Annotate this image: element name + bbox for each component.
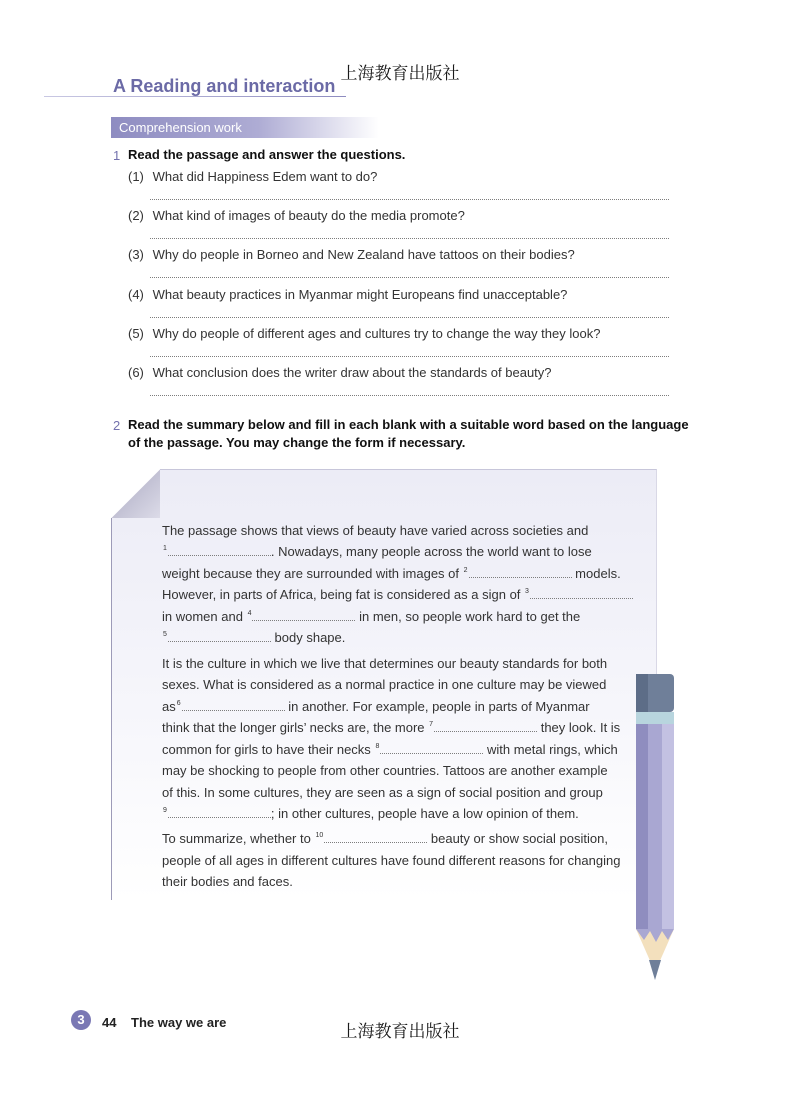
summary-text: ; in other cultures, people have a low opinion of them. xyxy=(270,806,579,821)
summary-text: with metal rings, which xyxy=(486,742,618,757)
question-text: Why do people of different ages and cultures try to change the way they look? xyxy=(152,326,601,341)
blank-8[interactable] xyxy=(380,743,483,754)
blank-number: 9 xyxy=(163,807,167,814)
summary-line: people of all ages in different cultures have found different reasons for changing xyxy=(162,853,621,868)
answer-line-2[interactable] xyxy=(150,238,669,239)
exercise-2-number: 2 xyxy=(113,418,121,433)
pencil-body-highlight xyxy=(662,724,674,929)
exercise-2-instruction-line-1: Read the summary below and fill in each blank with a suitable word based on the language xyxy=(128,417,689,432)
pencil-eraser-shade xyxy=(636,674,648,712)
question-number: (1) xyxy=(128,169,144,184)
question-1 xyxy=(128,169,377,184)
blank-10[interactable] xyxy=(324,832,427,843)
summary-text: in men, so people work hard to get the xyxy=(359,609,581,624)
summary-line: may be shocking to people from other countries. Tattoos are another example xyxy=(162,763,608,778)
question-text: What conclusion does the writer draw about the standards of beauty? xyxy=(152,365,552,380)
question-3 xyxy=(128,247,575,262)
question-4 xyxy=(128,287,567,302)
pencil-lead xyxy=(649,960,661,980)
question-text: Why do people in Borneo and New Zealand have tattoos on their bodies? xyxy=(152,247,575,262)
watermark-top: 上海教育出版社 xyxy=(340,64,460,84)
summary-line: sexes. What is considered as a normal practice in one culture may be viewed xyxy=(162,677,607,692)
exercise-1-instruction: Read the passage and answer the questions. xyxy=(128,147,406,162)
summary-line: The passage shows that views of beauty have varied across societies and xyxy=(162,523,589,538)
card-fold-cut xyxy=(110,468,161,519)
exercise-1-number: 1 xyxy=(113,148,121,163)
section-heading: A Reading and interaction xyxy=(113,76,336,96)
summary-line xyxy=(162,566,621,581)
question-number: (4) xyxy=(128,287,144,302)
question-text: What beauty practices in Myanmar might Europeans find unacceptable? xyxy=(152,287,568,302)
blank-number: 8 xyxy=(375,743,380,750)
answer-line-5[interactable] xyxy=(150,356,669,357)
blank-3[interactable] xyxy=(530,588,633,599)
chapter-badge: 3 xyxy=(71,1010,91,1030)
summary-line xyxy=(162,609,580,624)
exercise-2-instruction-line-2: of the passage. You may change the form if necessary. xyxy=(128,435,466,450)
summary-text: body shape. xyxy=(274,630,346,645)
summary-text: as xyxy=(162,699,176,714)
blank-number: 7 xyxy=(429,721,434,728)
pencil-icon xyxy=(630,672,680,984)
question-number: (6) xyxy=(128,365,144,380)
summary-line xyxy=(162,699,590,714)
summary-line: of this. In some cultures, they are seen as a sign of social position and group xyxy=(162,785,603,800)
question-2 xyxy=(128,208,465,223)
answer-line-6[interactable] xyxy=(150,395,669,396)
summary-line xyxy=(162,806,579,821)
summary-text: weight because they are surrounded with images of xyxy=(162,566,460,581)
question-number: (5) xyxy=(128,326,144,341)
answer-line-1[interactable] xyxy=(150,199,669,200)
blank-number: 6 xyxy=(176,700,181,707)
summary-line xyxy=(162,720,620,735)
summary-line xyxy=(162,544,592,559)
summary-text: they look. It is xyxy=(540,720,621,735)
summary-line xyxy=(162,831,608,846)
blank-4[interactable] xyxy=(252,610,355,621)
comprehension-band-label: Comprehension work xyxy=(119,120,242,135)
summary-text: think that the longer girls’ necks are, the more xyxy=(162,720,425,735)
blank-6[interactable] xyxy=(182,700,285,711)
pencil-ferrule xyxy=(636,712,674,724)
blank-number: 1 xyxy=(163,545,167,552)
summary-line: their bodies and faces. xyxy=(162,874,293,889)
pencil-body-shade xyxy=(636,724,648,929)
summary-line xyxy=(162,630,345,645)
section-rule xyxy=(44,96,346,97)
question-number: (3) xyxy=(128,247,144,262)
blank-5[interactable] xyxy=(168,631,271,642)
watermark-bottom: 上海教育出版社 xyxy=(340,1022,460,1042)
blank-2[interactable] xyxy=(469,567,572,578)
blank-number: 2 xyxy=(463,567,468,574)
summary-text: in women and xyxy=(162,609,243,624)
summary-line xyxy=(162,742,618,757)
question-text: What did Happiness Edem want to do? xyxy=(152,169,378,184)
question-6 xyxy=(128,365,552,380)
answer-line-3[interactable] xyxy=(150,277,669,278)
summary-text: beauty or show social position, xyxy=(430,831,608,846)
question-number: (2) xyxy=(128,208,144,223)
answer-line-4[interactable] xyxy=(150,317,669,318)
summary-text: However, in parts of Africa, being fat is considered as a sign of xyxy=(162,587,521,602)
question-5 xyxy=(128,326,600,341)
question-text: What kind of images of beauty do the media promote? xyxy=(152,208,465,223)
summary-text: . Nowadays, many people across the world want to lose xyxy=(270,544,592,559)
chapter-title: The way we are xyxy=(131,1015,227,1030)
summary-line xyxy=(162,587,633,602)
blank-number: 5 xyxy=(163,631,167,638)
summary-text: To summarize, whether to xyxy=(162,831,311,846)
summary-line: It is the culture in which we live that determines our beauty standards for both xyxy=(162,656,608,671)
page-number: 44 xyxy=(102,1015,117,1030)
summary-text: in another. For example, people in parts of Myanmar xyxy=(288,699,590,714)
summary-text: common for girls to have their necks xyxy=(162,742,371,757)
blank-1[interactable] xyxy=(168,545,271,556)
blank-number: 4 xyxy=(247,610,252,617)
blank-number: 10 xyxy=(315,832,324,839)
summary-text: models. xyxy=(575,566,621,581)
blank-7[interactable] xyxy=(434,721,537,732)
comprehension-band xyxy=(111,117,379,138)
blank-9[interactable] xyxy=(168,807,271,818)
blank-number: 3 xyxy=(525,588,529,595)
